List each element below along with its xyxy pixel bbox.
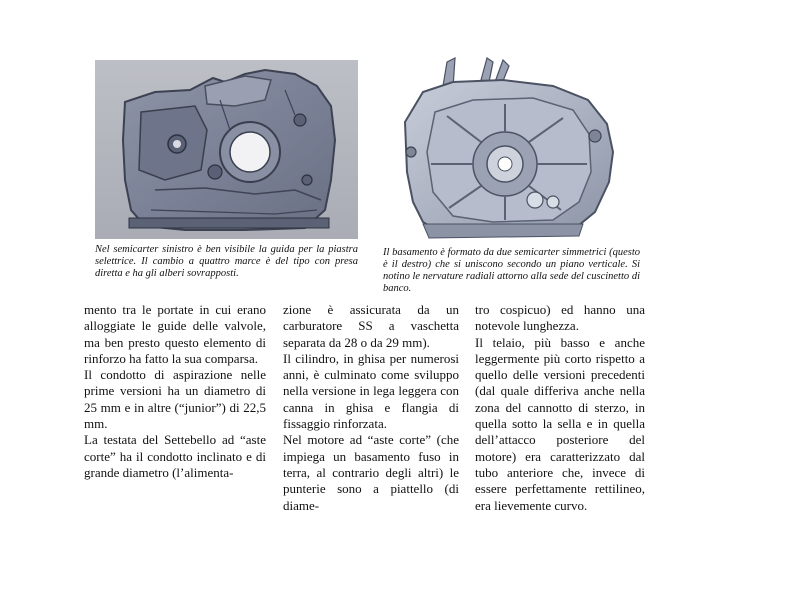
paragraph: Il cilindro, in ghisa per numerosi anni, è culminato come sviluppo nella versione in lega leggera con canna in ghisa e flangia di fissaggio rinforzata. [283, 350, 459, 432]
paragraph: Il condotto di aspirazione nelle prime versioni ha un diametro di 25 mm e in altre (“junior”) di 22,5 mm. [84, 367, 266, 432]
right-photo-caption: Il basamento è formato da due semicarter simmetrici (questo è il destro) che si uniscono secondo un piano verticale. Si notino le nervature radiali attorno alla sede del cuscinetto di banco. [383, 247, 640, 294]
paragraph: La testata del Settebello ad “aste corte” ha il condotto inclinato e di grande diametro (l’alimenta- [84, 432, 266, 480]
text-column-2 [283, 302, 459, 514]
left-crankcase-photo [95, 60, 358, 239]
paragraph: mento tra le portate in cui erano alloggiate le guide delle valvole, ma ben presto questo elemento di rinforzo ha fatto la sua comparsa. [84, 302, 266, 366]
paragraph: tro cospicuo) ed hanno una notevole lunghezza. [475, 302, 645, 334]
left-photo-caption: Nel semicarter sinistro è ben visibile la guida per la piastra selettrice. Il cambio a quattro marce è del tipo con presa diretta e ha gli alberi sovrapposti. [95, 244, 358, 279]
text-column-1 [84, 302, 266, 481]
text-column-3 [475, 302, 645, 514]
right-crankcase-photo [383, 52, 640, 245]
paragraph: Il telaio, più basso e anche leggermente più corto rispetto a quello delle versioni precedenti (dal quale differiva anche nella zona del cannotto di sterzo, in quella sotto la sella e in quella dell’attacco posteriore del motore) era caratterizzato dal tubo anteriore che, invece di essere perfettamente rettilineo, era lievemente curvo. [475, 334, 645, 513]
paragraph: zione è assicurata da un carburatore SS a vaschetta separata da 28 o da 29 mm). [283, 302, 459, 350]
paragraph: Nel motore ad “aste corte” (che impiega un basamento fuso in terra, al contrario degli altri) le punterie sono a piattello (di diame- [283, 432, 459, 513]
